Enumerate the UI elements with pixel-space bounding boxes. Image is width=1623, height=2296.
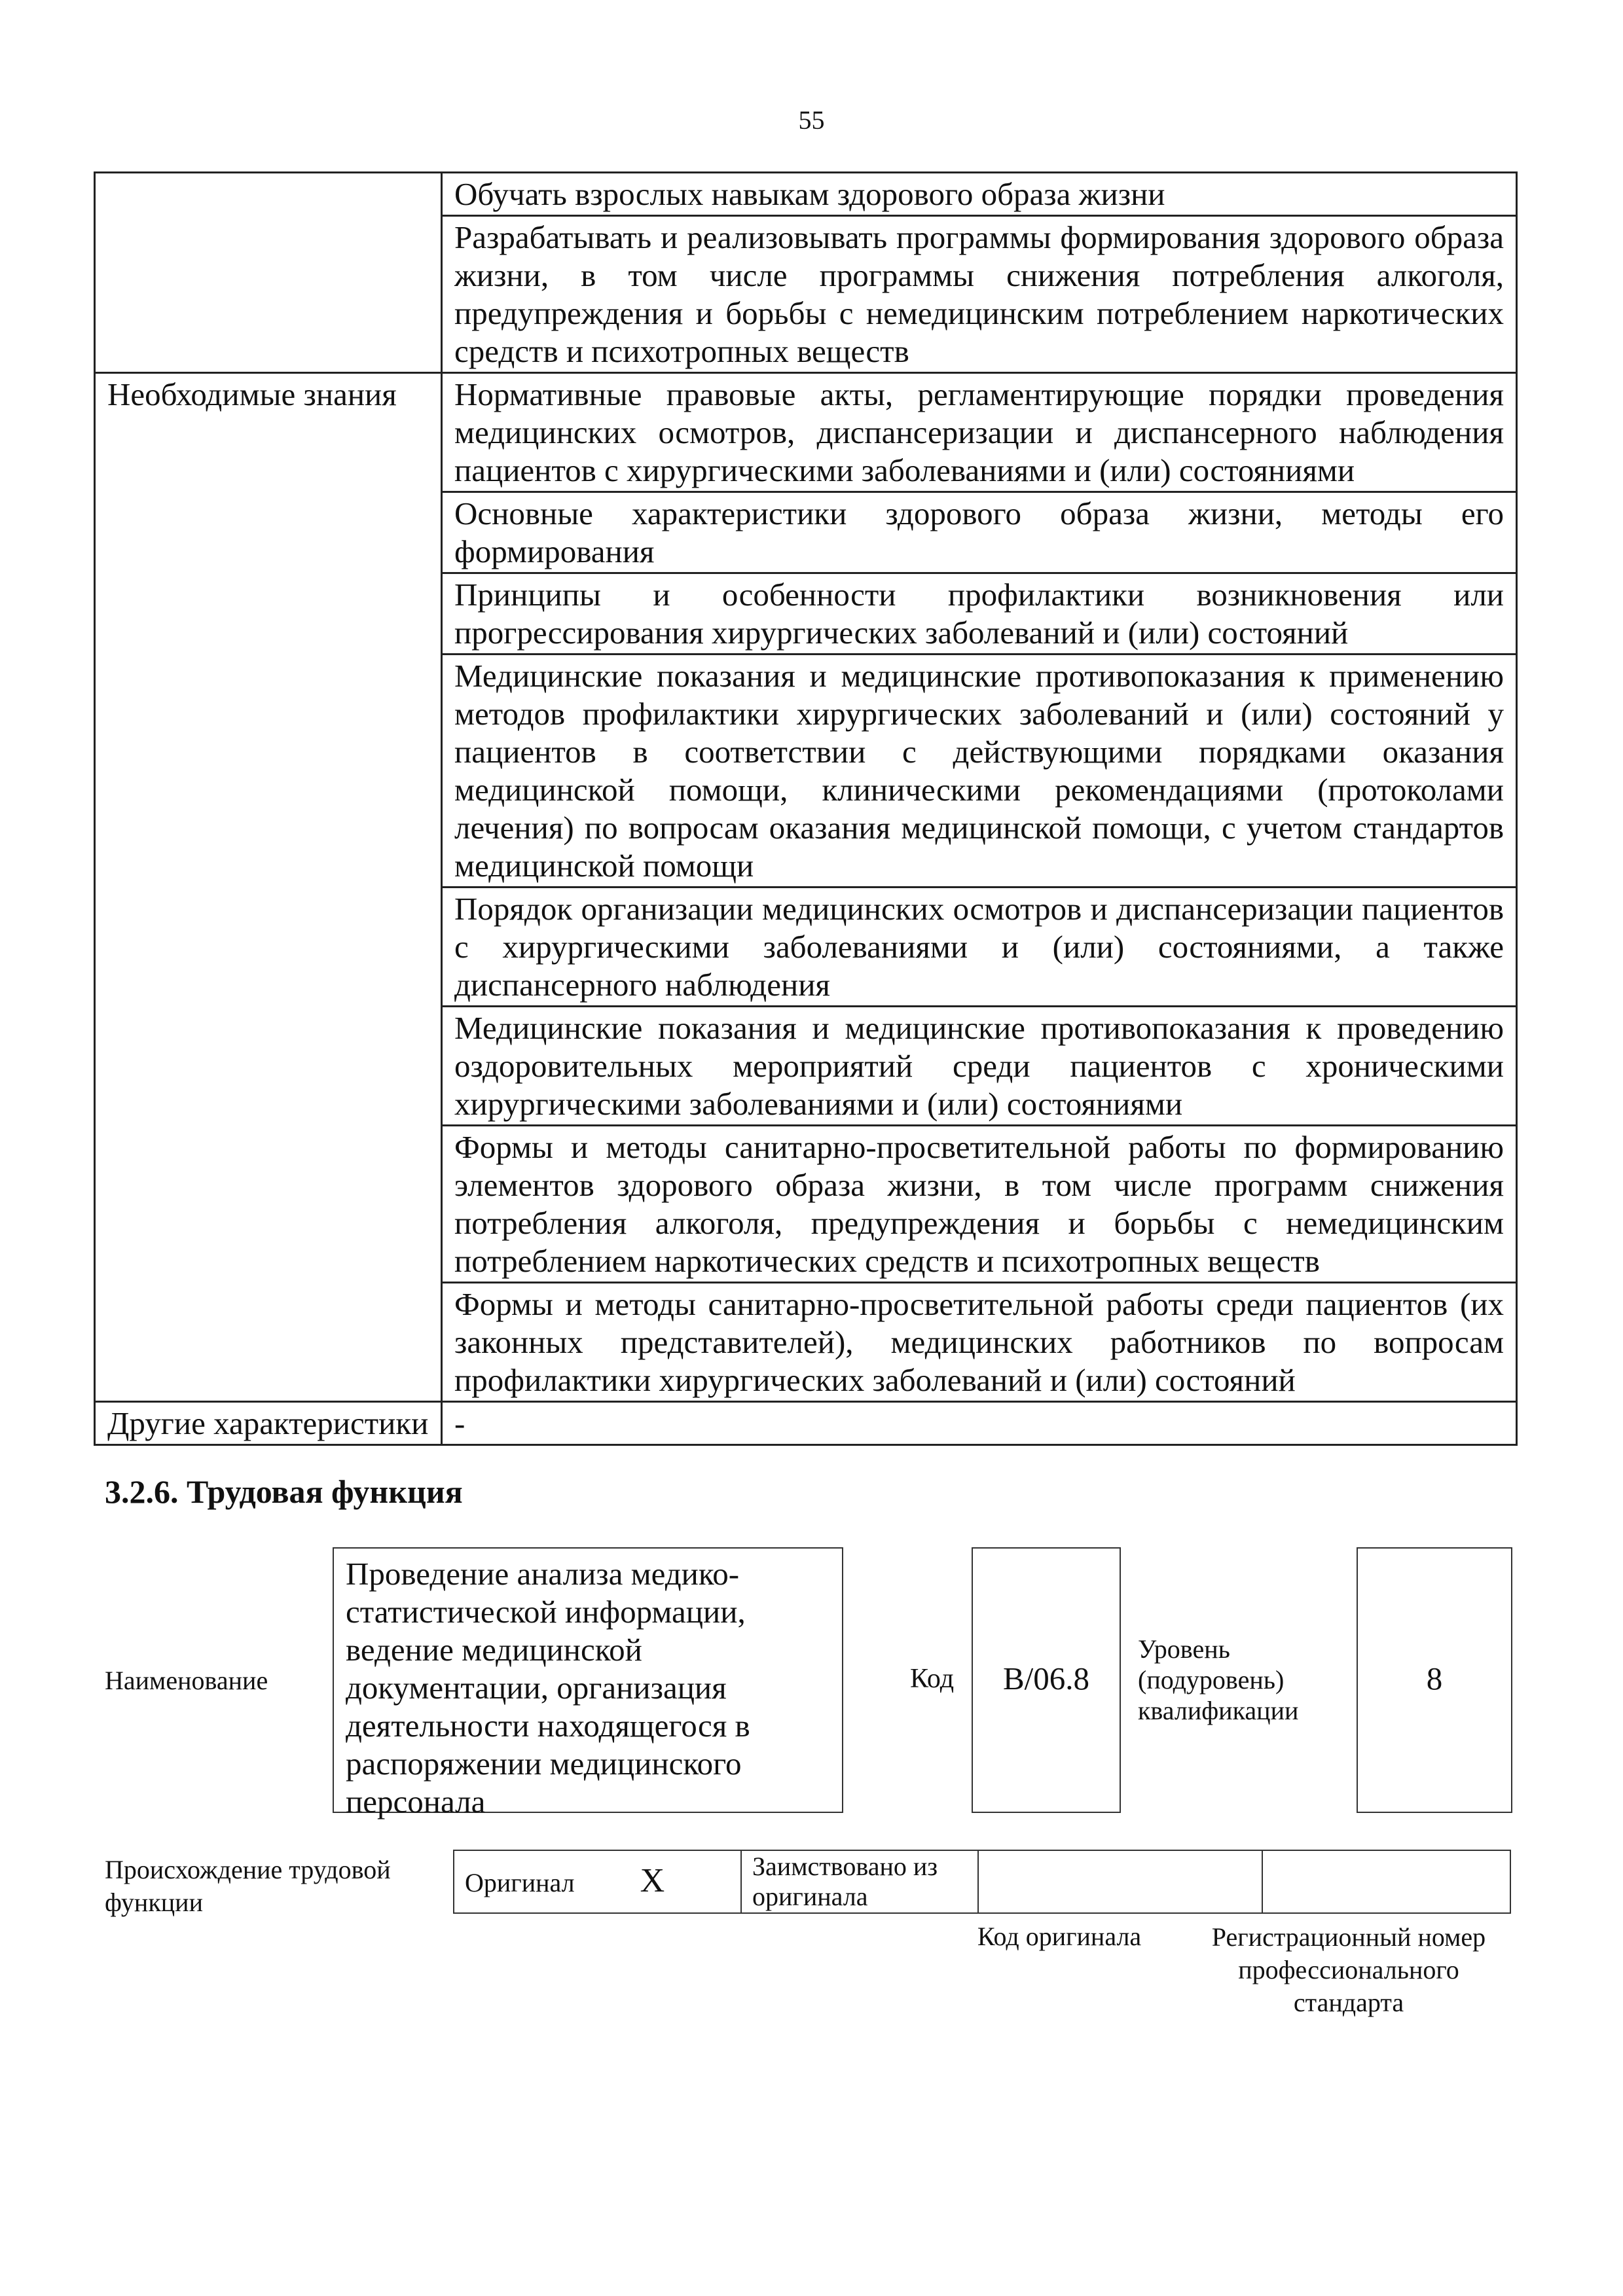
row-label-knowledge: Необходимые знания (95, 373, 442, 1402)
origin-table (453, 1850, 1511, 1914)
registration-number-caption: Регистрационный номер профессионального стандарта (1211, 1922, 1486, 2017)
level-box: 8 (1357, 1547, 1512, 1813)
name-label: Наименование (105, 1666, 268, 1695)
level-label: Уровень (подуровень) квалификации (1138, 1634, 1299, 1725)
row-label-cell (95, 173, 442, 373)
table-row (95, 373, 1517, 492)
table-row (95, 1402, 1517, 1445)
row-label-other: Другие характеристики (95, 1402, 442, 1445)
origin-code-caption: Код оригинала (977, 1922, 1142, 1951)
table-cell-text: Разрабатывать и реализовывать программы формирования здорового образа жизни, в том числе программы снижения потребления алкоголя, предупреждения и борьбы с немедицинским потреблением наркотических средств и психотропных веществ (442, 216, 1517, 373)
table-cell-text: - (442, 1402, 1517, 1445)
borrowed-label: Заимствовано из оригинала (741, 1850, 978, 1913)
original-mark: X (640, 1861, 665, 1899)
table-cell-text: Медицинские показания и медицинские противопоказания к применению методов профилактики хирургических заболеваний и (или) состояний у пациентов в соответствии с действующими порядками оказания медицинской помощи, клиническими рекомендациями (протоколами лечения) по вопросам оказания медицинской помощи, с учетом стандартов медицинской помощи (442, 655, 1517, 888)
table-cell-text: Обучать взрослых навыкам здорового образа жизни (442, 173, 1517, 216)
table-cell-text: Формы и методы санитарно-просветительной работы среди пациентов (их законных представителей), медицинских работников по вопросам профилактики хирургических заболеваний и (или) состояний (442, 1283, 1517, 1402)
registration-number-cell (1262, 1850, 1510, 1913)
page-number: 55 (798, 105, 825, 135)
code-box: В/06.8 (972, 1547, 1121, 1813)
origin-code-cell (978, 1850, 1262, 1913)
table-cell-text: Принципы и особенности профилактики возникновения или прогрессирования хирургических заболеваний и (или) состояний (442, 573, 1517, 655)
table-cell-text: Порядок организации медицинских осмотров и диспансеризации пациентов с хирургическими заболеваниями и (или) состояниями, а также диспансерного наблюдения (442, 888, 1517, 1007)
table-cell-text: Основные характеристики здорового образа жизни, методы его формирования (442, 492, 1517, 573)
knowledge-table (94, 171, 1518, 1446)
original-cell (454, 1850, 741, 1913)
origin-row (454, 1850, 1510, 1913)
table-cell-text: Медицинские показания и медицинские противопоказания к проведению оздоровительных мероприятий среди пациентов с хроническими хирургическими заболеваниями и (или) состояниями (442, 1007, 1517, 1126)
table-cell-text: Формы и методы санитарно-просветительной работы по формированию элементов здорового образа жизни, в том числе программ снижения потребления алкоголя, предупреждения и борьбы с немедицинским потреблением наркотических средств и психотропных веществ (442, 1126, 1517, 1283)
table-cell-text: Нормативные правовые акты, регламентирующие порядки проведения медицинских осмотров, диспансеризации и диспансерного наблюдения пациентов с хирургическими заболеваниями и (или) состояниями (442, 373, 1517, 492)
section-heading: 3.2.6. Трудовая функция (105, 1473, 463, 1510)
original-label: Оригинал (465, 1867, 575, 1897)
origin-label: Происхождение трудовой функции (105, 1855, 391, 1917)
function-name-box: Проведение анализа медико-статистической информации, ведение медицинской документации, организация деятельности находящегося в распоряжении медицинского персонала (333, 1547, 843, 1813)
table-row (95, 173, 1517, 216)
code-label: Код (910, 1664, 955, 1694)
